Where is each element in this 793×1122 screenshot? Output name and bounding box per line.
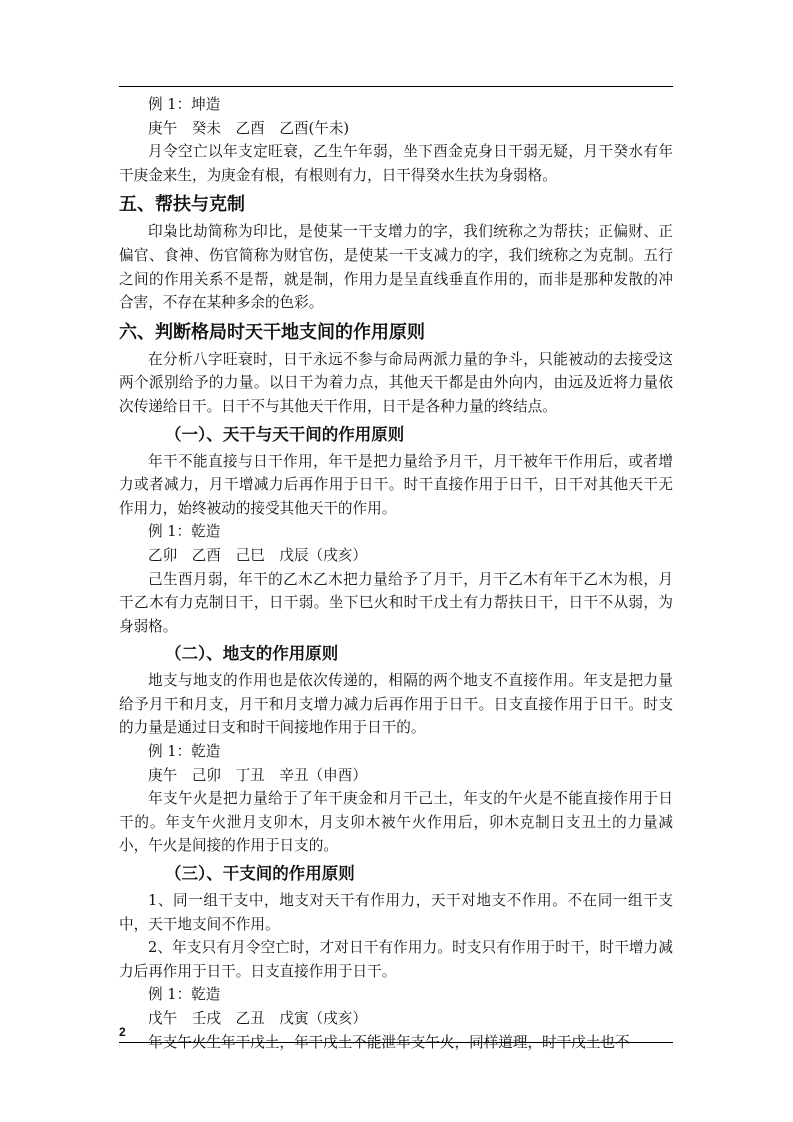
paragraph: 月令空亡以年支定旺衰，乙生午年弱，坐下酉金克身日干弱无疑，月干癸水有年干庚金来生，为庚金有根，有根则有力，日干得癸水生扶为身弱格。 bbox=[119, 143, 673, 184]
paragraph: 在分析八字旺衰时，日干永远不参与命局两派力量的争斗，只能被动的去接受这两个派别给予的力量。以日干为着力点，其他天干都是由外向内，由远及近将力量依次传递给日干。日干不与其他天干作用，日干是各种力量的终结点。 bbox=[119, 350, 673, 415]
footer-rule bbox=[119, 1042, 673, 1043]
paragraph: 印枭比劫简称为印比，是使某一干支增力的字，我们统称之为帮扶；正偏财、正偏官、食神、伤官简称为财官伤，是使某一干支减力的字，我们统称之为克制。五行之间的作用关系不是帮，就是制，作用力是呈直线垂直作用的，而非是那种发散的冲合害，不存在某种多余的色彩。 bbox=[119, 223, 673, 312]
paragraph: 地支与地支的作用也是依次传递的，相隔的两个地支不直接作用。年支是把力量给予月干和月支，月干和月支增力减力后再作用于日干。日支直接作用于日干。时支的力量是通过日支和时干间接地作用于日干的。 bbox=[119, 672, 673, 737]
subsection-heading: （三）、干支间的作用原则 bbox=[165, 864, 355, 884]
paragraph: 己生酉月弱，年干的乙木乙木把力量给予了月干，月干乙木有年干乙木为根，月干乙木有力克制日干，日干弱。坐下巳火和时干戊土有力帮扶日干，日干不从弱，为身弱格。 bbox=[119, 570, 673, 635]
header-rule bbox=[119, 86, 673, 87]
page-body bbox=[119, 93, 673, 1054]
section-heading: 五、帮扶与克制 bbox=[119, 194, 245, 216]
subsection-heading: （二）、地支的作用原则 bbox=[165, 644, 339, 664]
subsection-heading: （一）、天干与天干间的作用原则 bbox=[165, 424, 405, 444]
page-number: 2 bbox=[119, 1025, 126, 1039]
paragraph: 年支午火是把力量给于了年干庚金和月干己土，年支的午火是不能直接作用于日干的。年支午火泄月支卯木，月支卯木被午火作用后，卯木克制日支丑土的力量减小，午火是间接的作用于日支的。 bbox=[119, 790, 673, 855]
example-line: 戊午 壬戌 乙丑 戊寅（戌亥） bbox=[148, 1010, 367, 1027]
example-line: 乙卯 乙酉 己巳 戊辰（戌亥） bbox=[148, 546, 367, 564]
example-line: 庚午 癸未 乙酉 乙酉(午未) bbox=[148, 119, 350, 137]
paragraph: 年支午火生年干戊土，年干戊土不能泄年支午火，同样道理，时干戊土也不 bbox=[148, 1033, 630, 1051]
paragraph: 2、年支只有月令空亡时，才对日干有作用力。时支只有作用于时干，时干增力减力后再作用于日干。日支直接作用于日干。 bbox=[119, 939, 673, 980]
example-line: 庚午 己卯 丁丑 辛丑（申酉） bbox=[148, 766, 367, 784]
example-line: 例 1：乾造 bbox=[148, 986, 221, 1004]
section-heading: 六、判断格局时天干地支间的作用原则 bbox=[119, 321, 425, 343]
paragraph: 年干不能直接与日干作用，年干是把力量给予月干，月干被年干作用后，或者增力或者减力，月干增减力后再作用于日干。时干直接作用于日干，日干对其他天干无作用力，始终被动的接受其他天干的作用。 bbox=[119, 452, 673, 517]
example-line: 例 1：坤造 bbox=[148, 96, 221, 113]
example-line: 例 1：乾造 bbox=[148, 743, 221, 761]
paragraph: 1、同一组干支中，地支对天干有作用力，天干对地支不作用。不在同一组干支中，天干地支间不作用。 bbox=[119, 892, 673, 933]
example-line: 例 1：乾造 bbox=[148, 523, 221, 541]
